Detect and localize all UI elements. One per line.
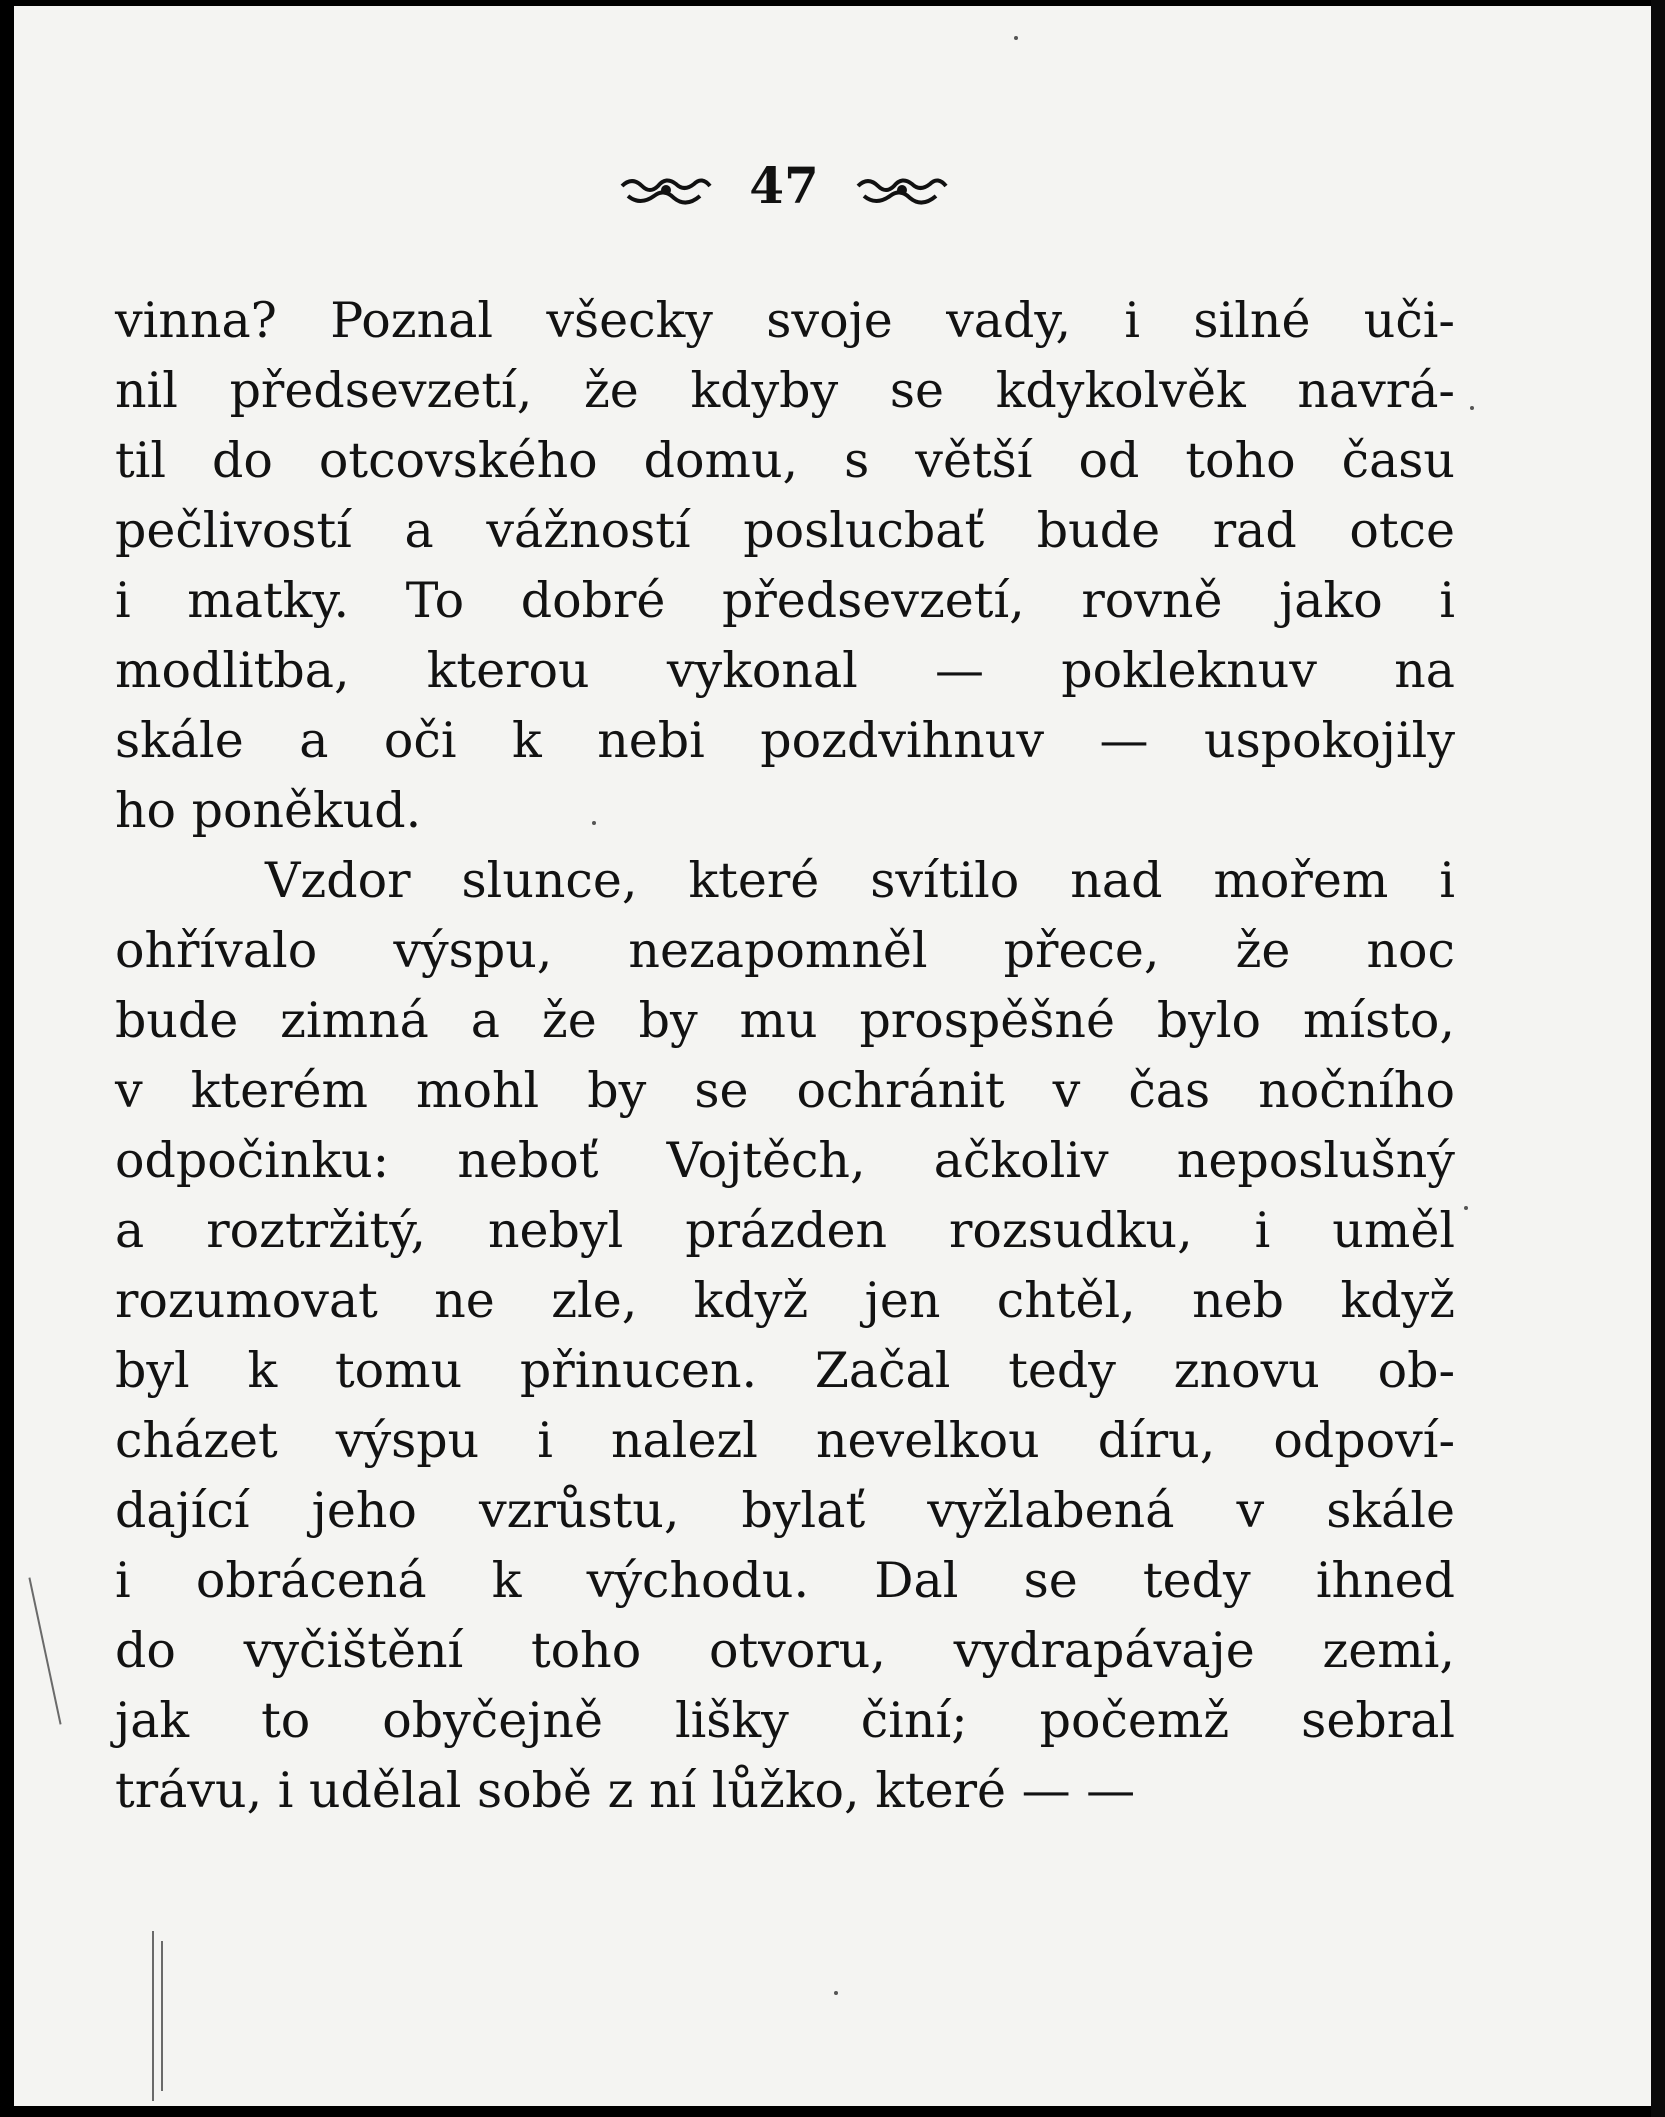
page-header <box>14 156 1554 216</box>
page-number: 47 <box>749 156 819 215</box>
body-text <box>115 286 1455 1826</box>
text-line: jak to obyčejně lišky činí; počemž sebral <box>115 1692 1455 1749</box>
scan-speck <box>592 821 596 825</box>
text-line: bude zimná a že by mu prospěšné bylo místo, <box>115 992 1455 1049</box>
text-line: odpočinku: neboť Vojtěch, ačkoliv neposlušný <box>115 1132 1455 1189</box>
text-line: skále a oči k nebi pozdvihnuv — uspokojily <box>115 712 1455 769</box>
text-line: til do otcovského domu, s větší od toho času <box>115 432 1455 489</box>
text-line: vinna? Poznal všecky svoje vady, i silné uči- <box>115 292 1455 349</box>
text-line: ho poněkud. <box>115 782 422 839</box>
text-line: trávu, i udělal sobě z ní lůžko, které — — <box>115 1762 1136 1819</box>
scan-mark-left <box>28 1577 61 1724</box>
scan-speck <box>1470 406 1474 410</box>
left-ornament-icon <box>618 170 714 210</box>
text-line: nil předsevzetí, že kdyby se kdykolvěk navrá- <box>115 362 1455 419</box>
text-line: ohřívalo výspu, nezapomněl přece, že noc <box>115 922 1455 979</box>
scan-border <box>1651 0 1665 2117</box>
text-line: rozumovat ne zle, když jen chtěl, neb když <box>115 1272 1455 1329</box>
text-line: pečlivostí a vážností poslucbať bude rad otce <box>115 502 1455 559</box>
text-line: i matky. To dobré předsevzetí, rovně jako i <box>115 572 1455 629</box>
text-line: Vzdor slunce, které svítilo nad mořem i <box>265 852 1455 909</box>
text-line: do vyčištění toho otvoru, vydrapávaje zemi, <box>115 1622 1455 1679</box>
text-line: cházet výspu i nalezl nevelkou díru, odpoví- <box>115 1412 1455 1469</box>
text-line: modlitba, kterou vykonal — pokleknuv na <box>115 642 1455 699</box>
right-ornament-icon <box>854 170 950 210</box>
text-line: i obrácená k východu. Dal se tedy ihned <box>115 1552 1455 1609</box>
text-line: a roztržitý, nebyl prázden rozsudku, i uměl <box>115 1202 1455 1259</box>
scan-mark-left-lower <box>152 1931 154 2101</box>
text-line: byl k tomu přinucen. Začal tedy znovu ob- <box>115 1342 1455 1399</box>
text-line: dající jeho vzrůstu, bylať vyžlabená v skále <box>115 1482 1455 1539</box>
scan-speck <box>834 1991 838 1995</box>
scan-mark-left-lower-2 <box>161 1941 163 2091</box>
scan-speck <box>1014 36 1018 40</box>
book-page <box>14 6 1651 2106</box>
text-line: v kterém mohl by se ochránit v čas nočního <box>115 1062 1455 1119</box>
scan-speck <box>1464 1206 1468 1210</box>
